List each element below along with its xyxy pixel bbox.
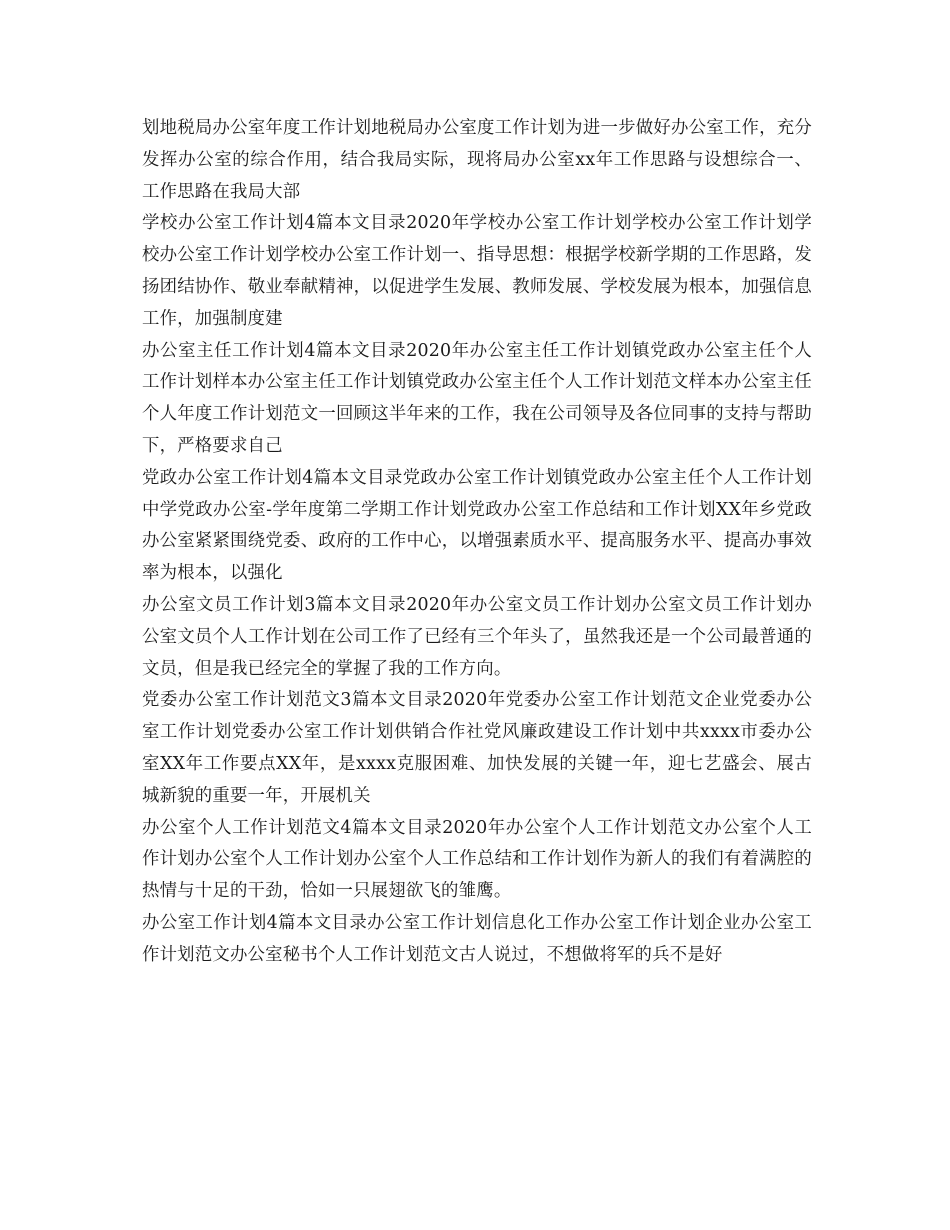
paragraph-5: 办公室文员工作计划3篇本文目录2020年办公室文员工作计划办公室文员工作计划办公室文员个人工作计划在公司工作了已经有三个年头了，虽然我还是一个公司最普通的文员，但是我已经完全的掌握了我的工作方向。 — [142, 594, 812, 679]
paragraph-7: 办公室个人工作计划范文4篇本文目录2020年办公室个人工作计划范文办公室个人工作计划办公室个人工作计划办公室个人工作总结和工作计划作为新人的我们有着满腔的热情与十足的干劲，恰如一只展翅欲飞的雏鹰。 — [142, 817, 812, 902]
paragraph-6: 党委办公室工作计划范文3篇本文目录2020年党委办公室工作计划范文企业党委办公室工作计划党委办公室工作计划供销合作社党风廉政建设工作计划中共xxxx市委办公室XX年工作要点XX年，是xxxx克服困难、加快发展的关键一年，迎七艺盛会、展古城新貌的重要一年，开展机关 — [142, 690, 812, 806]
paragraph-4: 党政办公室工作计划4篇本文目录党政办公室工作计划镇党政办公室主任个人工作计划中学党政办公室-学年度第二学期工作计划党政办公室工作总结和工作计划XX年乡党政办公室紧紧围绕党委、政府的工作中心，以增强素质水平、提高服务水平、提高办事效率为根本，以强化 — [142, 467, 812, 584]
document-body — [142, 113, 812, 972]
paragraph-2: 学校办公室工作计划4篇本文目录2020年学校办公室工作计划学校办公室工作计划学校办公室工作计划学校办公室工作计划一、指导思想：根据学校新学期的工作思路，发扬团结协作、敬业奉献精神，以促进学生发展、教师发展、学校发展为根本，加强信息工作，加强制度建 — [142, 213, 812, 329]
paragraph-3: 办公室主任工作计划4篇本文目录2020年办公室主任工作计划镇党政办公室主任个人工作计划样本办公室主任工作计划镇党政办公室主任个人工作计划范文样本办公室主任个人年度工作计划范文一回顾这半年来的工作，我在公司领导及各位同事的支持与帮助下，严格要求自己 — [142, 340, 812, 456]
paragraph-8: 办公室工作计划4篇本文目录办公室工作计划信息化工作办公室工作计划企业办公室工作计划范文办公室秘书个人工作计划范文古人说过，不想做将军的兵不是好 — [142, 912, 812, 965]
paragraph-1: 划地税局办公室年度工作计划地税局办公室度工作计划为进一步做好办公室工作，充分发挥办公室的综合作用，结合我局实际，现将局办公室xx年工作思路与设想综合一、工作思路在我局大部 — [142, 118, 812, 202]
